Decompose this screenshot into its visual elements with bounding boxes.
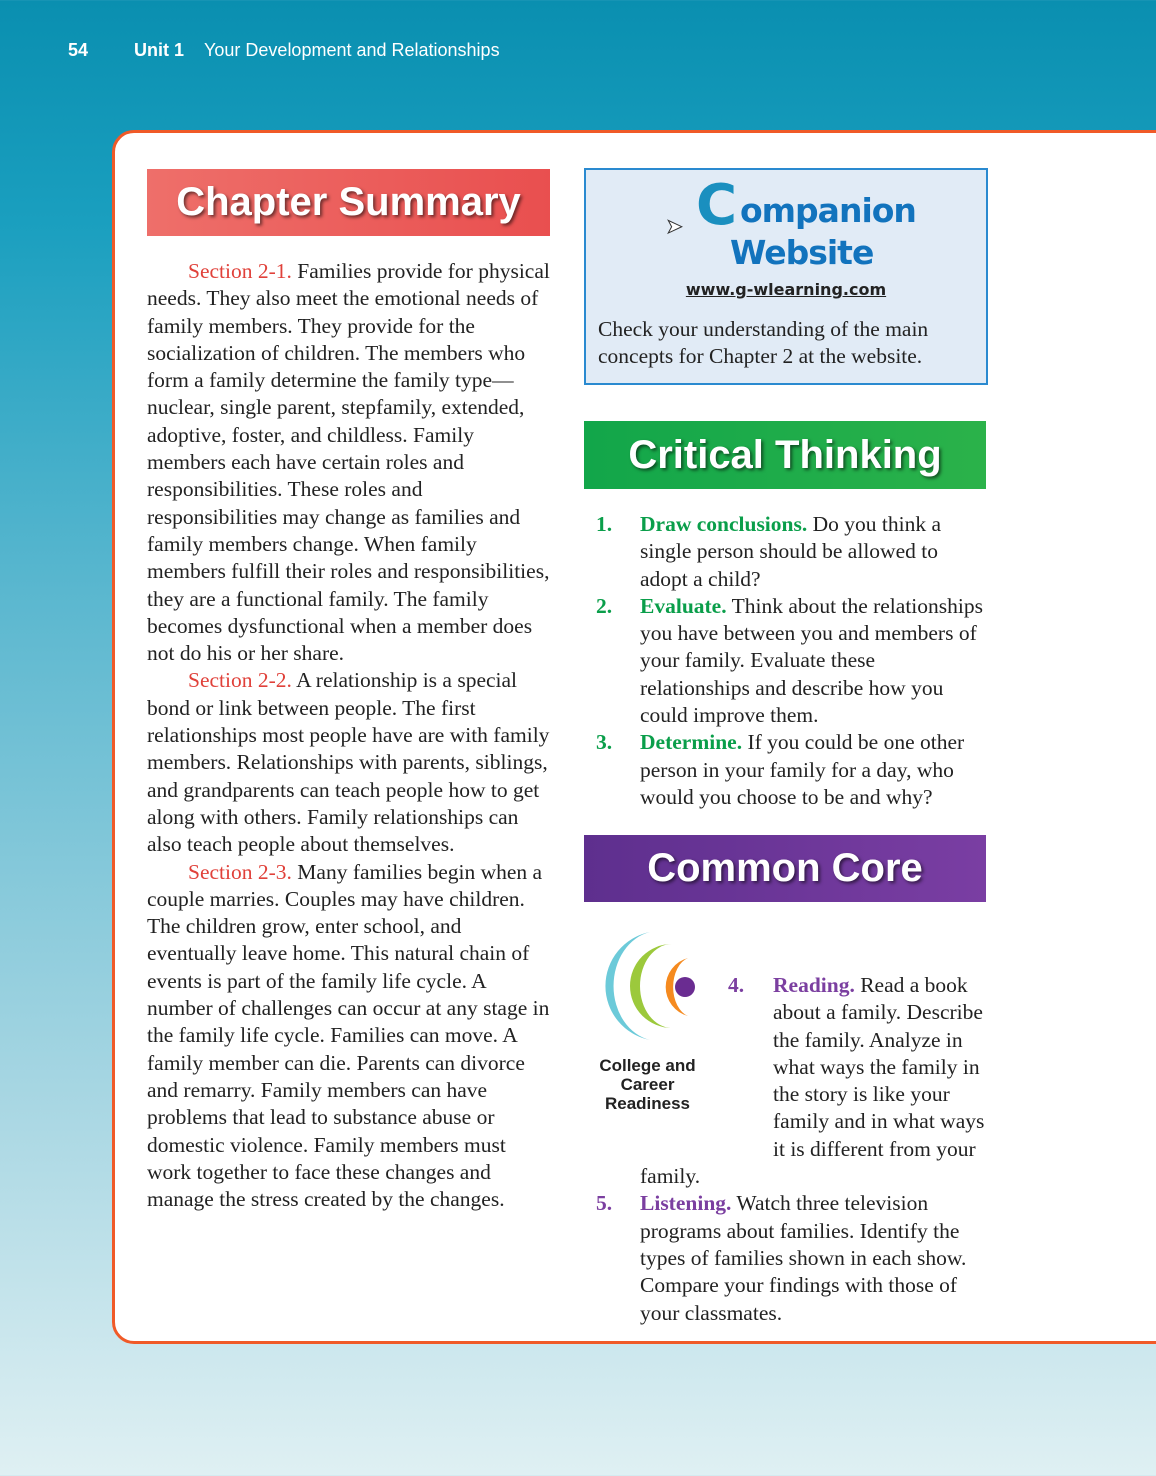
item-text: Read a book about a family. Describe the family. Analyze in what ways the family in the story is like your family and in what ways it is different from your family. bbox=[640, 973, 985, 1189]
summary-paragraph bbox=[147, 667, 552, 858]
section-text: A relationship is a special bond or link between people. The first relationships most people have are with family members. Relationships with parents, siblings, and grandparents can teach people how to get along with others. Family relationships can also teach people about themselves. bbox=[147, 668, 550, 857]
common-core-banner bbox=[584, 835, 986, 902]
chapter-summary-text bbox=[147, 258, 552, 1213]
companion-website-box bbox=[584, 168, 988, 385]
item-text: Think about the relationships you have between you and members of your family. Evaluate these relationships and describe how you could improve them. bbox=[640, 593, 983, 728]
critical-thinking-banner bbox=[584, 421, 986, 489]
logo-line2: Website bbox=[730, 233, 874, 272]
list-item bbox=[584, 593, 989, 729]
companion-logo bbox=[666, 173, 916, 272]
section-text: Many families begin when a couple marries. Couples may have children. The children grow, enter school, and eventually leave home. This natural chain of events is part of the family life cycle. A number of challenges can occur at any stage in the family life cycle. Families can move. A family member can die. Parents can divorce and remarry. Family members can have problems that lead to substance abuse or domestic violence. Family members must work together to face these changes and manage the stress created by the changes. bbox=[147, 859, 550, 1212]
list-item bbox=[584, 511, 989, 593]
list-item bbox=[584, 972, 989, 1190]
critical-thinking-list bbox=[584, 511, 989, 811]
common-core-title: Common Core bbox=[647, 846, 923, 890]
chapter-summary-banner bbox=[147, 169, 550, 236]
critical-thinking-title: Critical Thinking bbox=[628, 433, 942, 477]
logo-line1: ompanion bbox=[740, 191, 916, 230]
section-text: Families provide for physical needs. They also meet the emotional needs of family members. They provide for the socialization of children. The members who form a family determine the family type—nuclear, single parent, stepfamily, extended, adoptive, foster, and childless. Family members each have certain roles and responsibilities. These roles and responsibilities may change as families and family members change. When family members fulfill their roles and responsibilities, they are a functional family. The family becomes dysfunctional when a member does not do his or her share. bbox=[147, 259, 550, 666]
section-label: Section 2-1. bbox=[188, 259, 292, 283]
cursor-icon: ➤ bbox=[666, 214, 683, 238]
logo-spacer bbox=[640, 972, 773, 1136]
item-text: Do you think a single person should be allowed to adopt a child? bbox=[640, 512, 942, 591]
section-label: Section 2-3. bbox=[188, 859, 292, 884]
ccr-logo-text: College and Career Readiness bbox=[599, 1056, 696, 1113]
item-number: 1. bbox=[596, 512, 613, 536]
companion-url-link[interactable]: www.g-wlearning.com bbox=[685, 280, 887, 299]
summary-paragraph bbox=[147, 258, 552, 667]
unit-label: Unit 1 bbox=[134, 40, 185, 60]
chapter-summary-title: Chapter Summary bbox=[176, 180, 521, 224]
item-number: 3. bbox=[596, 730, 613, 755]
common-core-list bbox=[584, 972, 989, 1327]
page-number: 54 bbox=[68, 40, 89, 60]
summary-paragraph bbox=[147, 859, 552, 1214]
item-label: Evaluate. bbox=[640, 593, 727, 618]
item-number: 2. bbox=[596, 593, 613, 618]
list-item bbox=[584, 729, 989, 811]
item-label: Determine. bbox=[640, 730, 743, 755]
companion-text: Check your understanding of the main concepts for Chapter 2 at the website. bbox=[598, 317, 929, 369]
page-header bbox=[68, 40, 500, 61]
item-text: If you could be one other person in your family for a day, who would you choose to be and why? bbox=[640, 730, 965, 809]
item-label: Draw conclusions. bbox=[640, 512, 808, 536]
item-text: Watch three television programs about families. Identify the types of families shown in each show. Compare your findings with those of your classmates. bbox=[640, 1191, 967, 1325]
section-label: Section 2-2. bbox=[188, 668, 292, 693]
item-number: 4. bbox=[728, 973, 745, 997]
item-label: Reading. bbox=[773, 973, 855, 997]
list-item bbox=[584, 1190, 989, 1326]
unit-title: Your Development and Relationships bbox=[204, 40, 500, 60]
item-number: 5. bbox=[596, 1191, 613, 1216]
item-label: Listening. bbox=[640, 1191, 732, 1216]
logo-c-icon: C bbox=[696, 173, 738, 238]
